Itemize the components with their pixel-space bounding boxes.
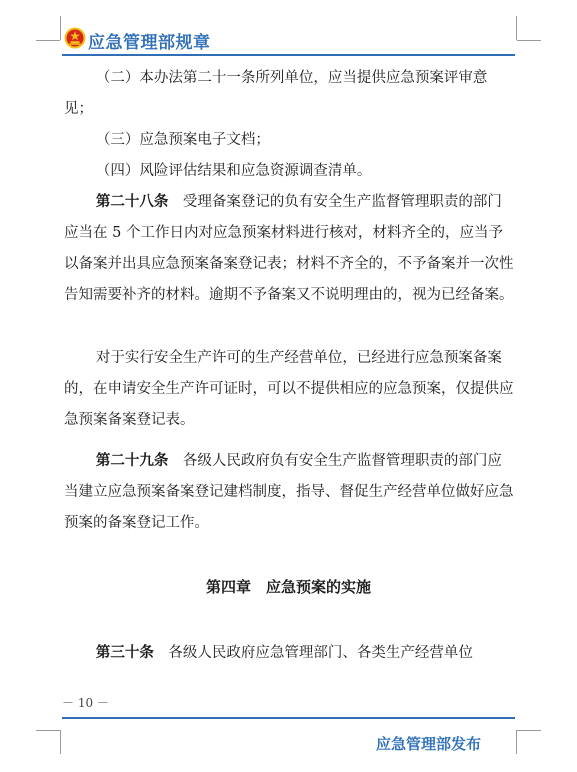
chapter-heading: 第四章 应急预案的实施 (205, 578, 371, 596)
article-text: 各级人民政府负有安全生产监督管理职责的部门应当建立应急预案备案登记建档制度，指导、督促生产经营单位做好应急预案的备案登记工作。 (64, 453, 514, 531)
paragraph-permit (64, 343, 516, 436)
article-number: 第二十八条 (95, 194, 169, 210)
article-number: 第三十条 (95, 645, 154, 661)
article-text: 各级人民政府应急管理部门、各类生产经营单位 (168, 645, 473, 661)
header-divider (62, 54, 515, 56)
paragraph-text: （四）风险评估结果和应急资源调查清单。 (95, 163, 372, 179)
article-29 (64, 446, 516, 539)
page-number: － 10 － (62, 696, 109, 710)
document-series-title: 应急管理部规章 (88, 33, 211, 53)
publisher-label: 应急管理部发布 (375, 735, 481, 753)
crop-mark-bottom-left-h (36, 730, 60, 731)
crop-mark-top-right-v (516, 16, 517, 40)
crop-mark-bottom-left-v (60, 730, 61, 754)
crop-mark-bottom-right-v (516, 730, 517, 754)
article-number: 第二十九条 (95, 453, 169, 469)
crop-mark-bottom-right-h (517, 730, 541, 731)
national-emblem-icon (64, 27, 86, 49)
paragraph-text: 对于实行安全生产许可的生产经营单位，已经进行应急预案备案的，在申请安全生产许可证时，可以不提供相应的应急预案，仅提供应急预案备案登记表。 (64, 350, 514, 428)
paragraph-item-3 (64, 125, 516, 156)
footer-divider (62, 717, 515, 719)
article-text: 受理备案登记的负有安全生产监督管理职责的部门应当在 5 个工作日内对应急预案材料进行核对，材料齐全的，应当予以备案并出具应急预案备案登记表；材料不齐全的，不予备案并一次性告知需要补齐的材料。逾期不予备案又不说明理由的，视为已经备案。 (64, 194, 514, 303)
paragraph-item-4 (64, 156, 516, 187)
crop-mark-top-right-h (517, 40, 541, 41)
paragraph-item-2 (64, 63, 516, 125)
article-28 (64, 187, 516, 311)
article-30 (64, 638, 516, 669)
crop-mark-top-left-v (60, 16, 61, 40)
paragraph-text: （三）应急预案电子文档； (95, 132, 270, 148)
paragraph-text: （二）本办法第二十一条所列单位，应当提供应急预案评审意见； (64, 70, 488, 117)
crop-mark-top-left-h (36, 40, 60, 41)
